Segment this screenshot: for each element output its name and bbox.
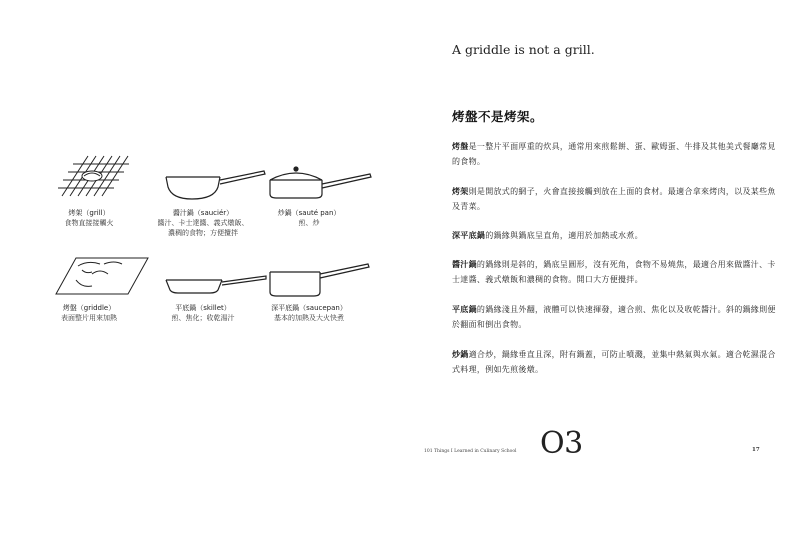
paragraph-grill	[452, 184, 782, 214]
english-title: A griddle is not a grill.	[452, 42, 595, 57]
paragraph-term: 烤盤	[452, 142, 469, 151]
paragraph-skillet	[452, 302, 782, 332]
saute-pan-illustration	[266, 158, 376, 208]
paragraph-saute-pan	[452, 347, 782, 377]
paragraph-term: 炒鍋	[452, 350, 469, 359]
paragraph-text: 是一整片平面厚重的炊具，通常用來煎鬆餅、蛋、歐姆蛋、牛排及其他美式餐廳常見的食物。	[452, 142, 776, 166]
griddle-illustration	[52, 250, 162, 300]
saucepan-caption	[244, 303, 374, 323]
paragraph-term: 深平底鍋	[452, 231, 486, 240]
saute-pan-caption	[244, 208, 374, 228]
paragraph-text: 的鍋緣淺且外翻，液體可以快速揮發，適合煎、焦化以及收乾醬汁。斜的鍋緣則便於翻面和倒出食物。	[452, 305, 776, 329]
chapter-number: O3	[540, 426, 583, 461]
grill-illustration	[52, 152, 162, 202]
paragraph-text: 的鍋緣與鍋底呈直角，適用於加熱或水煮。	[485, 231, 643, 240]
tool-name: 醬汁鍋（sauciér）	[172, 209, 234, 217]
paragraph-text: 則是開放式的網子，火會直接接觸到放在上面的食材。最適合拿來烤肉，以及某些魚及青菜。	[452, 187, 776, 211]
tool-name: 炒鍋（sauté pan）	[277, 209, 341, 217]
tool-desc: 煎、炒	[298, 219, 320, 227]
right-page	[400, 0, 800, 544]
tool-desc: 基本的加熱及大火快煮	[274, 314, 344, 322]
page-number: 17	[752, 447, 760, 453]
chinese-title: 烤盤不是烤架。	[452, 109, 544, 124]
paragraph-text: 適合炒，鍋緣垂直且深，附有鍋蓋，可防止噴濺，並集中熱氣與水氣。適合乾濕混合式料理，例如先煎後燉。	[452, 350, 776, 374]
tool-desc: 醬汁、卡士達醬、義式燉飯、	[157, 219, 249, 227]
tool-name: 深平底鍋（saucepan）	[271, 304, 347, 312]
tool-desc: 食物直接接觸火	[64, 219, 114, 227]
paragraph-griddle	[452, 139, 782, 169]
saucepan-illustration	[266, 258, 376, 308]
paragraph-term: 醬汁鍋	[452, 260, 477, 269]
tool-desc: 煎、焦化；收乾湯汁	[171, 314, 235, 322]
paragraph-text: 的鍋緣則是斜的，鍋底呈圓形，沒有死角，食物不易燒焦，最適合用來做醬汁、卡士達醬、義式燉飯和濃稠的食物。開口大方便攪拌。	[452, 260, 776, 284]
grill-caption	[24, 208, 154, 228]
tool-name: 平底鍋（skillet）	[175, 304, 231, 312]
paragraph-saucier	[452, 257, 782, 287]
tool-desc: 濃稠的食物；方便攪拌	[168, 229, 238, 237]
paragraph-saucepan	[452, 228, 782, 243]
tool-name: 烤盤（griddle）	[62, 304, 116, 312]
paragraph-term: 平底鍋	[452, 305, 477, 314]
tool-name: 烤架（grill）	[68, 209, 110, 217]
paragraph-term: 烤架	[452, 187, 469, 196]
tool-desc: 表面整片用來加熱	[61, 314, 117, 322]
footer-book-title: 101 Things I Learned in Culinary School	[424, 449, 517, 454]
griddle-caption	[24, 303, 154, 323]
